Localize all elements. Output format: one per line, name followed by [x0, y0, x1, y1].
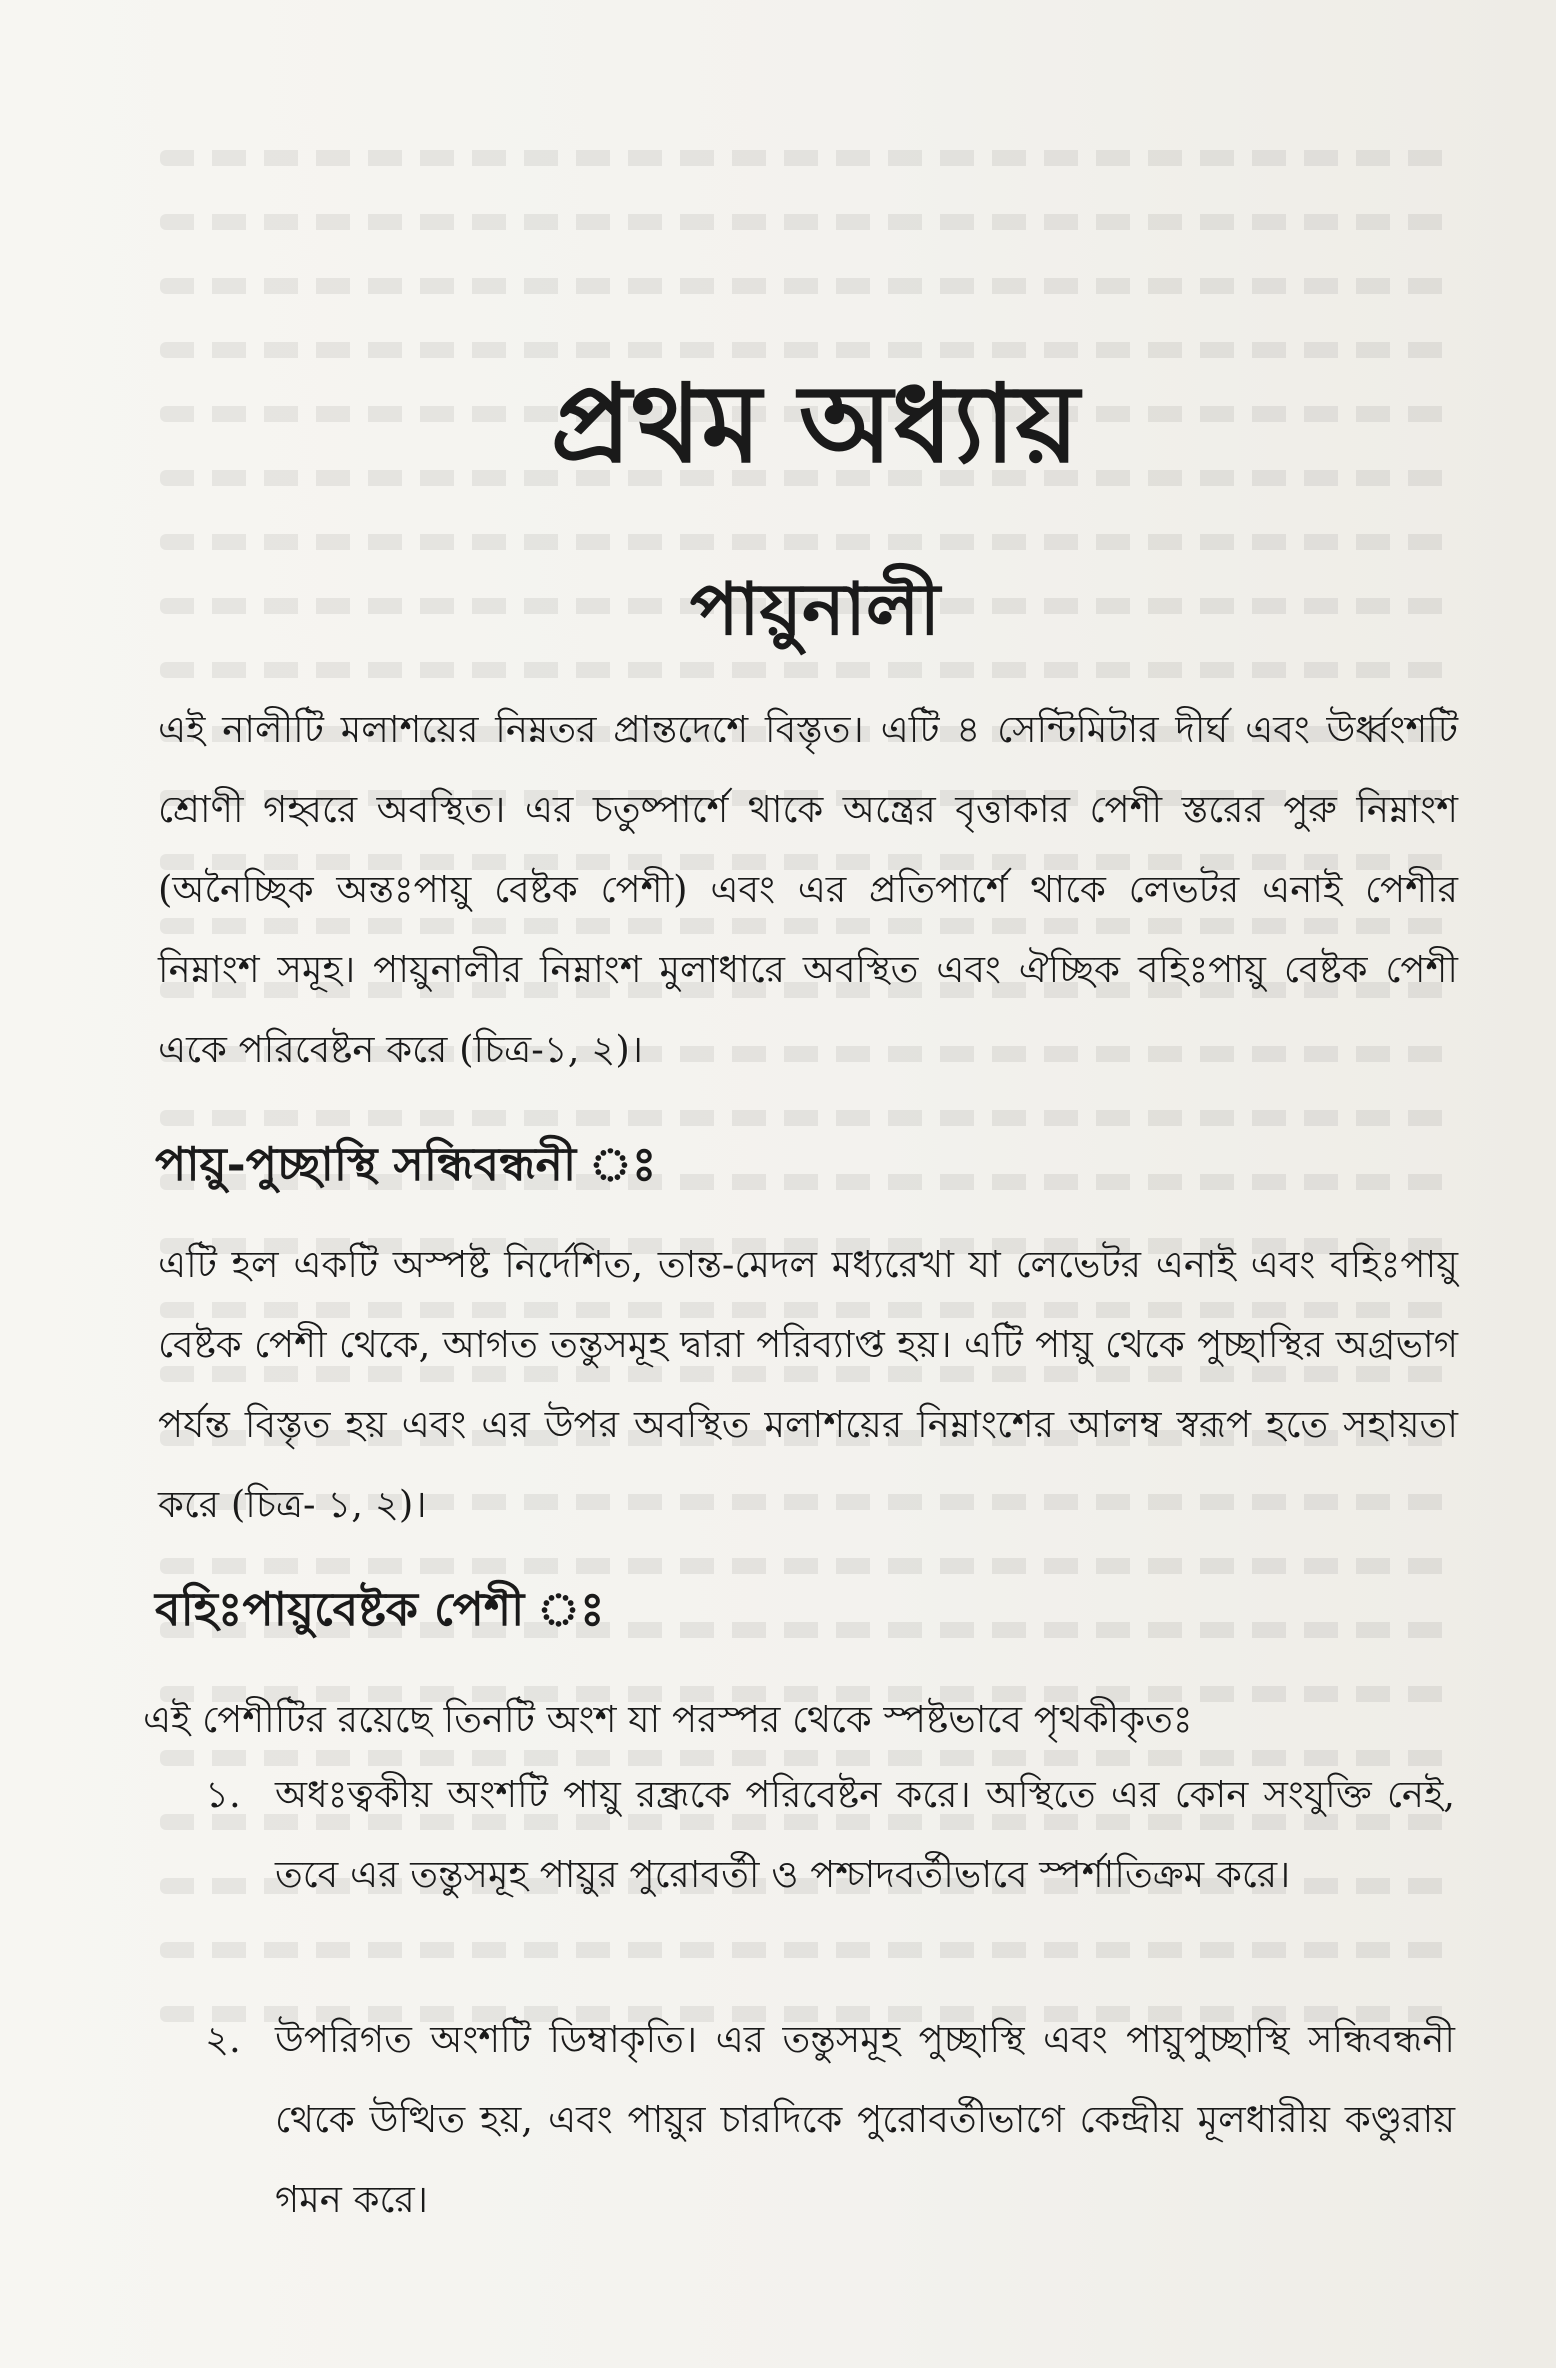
section-intro-external-sphincter: এই পেশীটির রয়েছে তিনটি অংশ যা পরস্পর থেকে স্পষ্টভাবে পৃথকীকৃতঃ	[143, 1698, 1193, 1741]
intro-paragraph: এই নালীটি মলাশয়ের নিম্নতর প্রান্তদেশে বিস্তৃত। এটি ৪ সেন্টিমিটার দীর্ঘ এবং উর্ধ্বংশটি শ্রোণী গহ্বরে অবস্থিত। এর চতুষ্পার্শে থাকে অন্ত্রের বৃত্তাকার পেশী স্তরের পুরু নিম্নাংশ (অনৈচ্ছিক অন্তঃপায়ু বেষ্টক পেশী) এবং এর প্রতিপার্শে থাকে লেভটর এনাই পেশীর নিম্নাংশ সমূহ। পায়ুনালীর নিম্নাংশ মুলাধারে অবস্থিত এবং ঐচ্ছিক বহিঃপায়ু বেষ্টক পেশী একে পরিবেষ্টন করে (চিত্র-১, ২)।	[158, 708, 1458, 1071]
list-item-number: ১.	[205, 1773, 241, 1816]
list-item-text: উপরিগত অংশটি ডিম্বাকৃতি। এর তন্তুসমূহ পুচ্ছাস্থি এবং পায়ুপুচ্ছাস্থি সন্ধিবন্ধনী থেকে উত্থিত হয়, এবং পায়ুর চারদিকে পুরোবর্তীভাগে কেন্দ্রীয় মূলধারীয় কণ্ডুরায় গমন করে।	[275, 2018, 1455, 2221]
list-item-text: অধঃত্বকীয় অংশটি পায়ু রন্ধ্রকে পরিবেষ্টন করে। অস্থিতে এর কোন সংযুক্তি নেই, তবে এর তন্তুসমূহ পায়ুর পুরোবর্তী ও পশ্চাদবর্তীভাবে স্পর্শাতিক্রম করে।	[275, 1773, 1455, 1896]
section-heading-external-sphincter: বহিঃপায়ুবেষ্টক পেশী ঃ	[155, 1582, 605, 1636]
list-item	[205, 1755, 1455, 1915]
list-item	[205, 2000, 1455, 2240]
chapter-title: প্রথম অধ্যায়	[550, 361, 1080, 487]
section-paragraph-anococcygeal-ligament: এটি হল একটি অস্পষ্ট নির্দেশিত, তান্ত-মেদল মধ্যরেখা যা লেভেটর এনাই এবং বহিঃপায়ু বেষ্টক পেশী থেকে, আগত তন্তুসমূহ দ্বারা পরিব্যাপ্ত হয়। এটি পায়ু থেকে পুচ্ছাস্থির অগ্রভাগ পর্যন্ত বিস্তৃত হয় এবং এর উপর অবস্থিত মলাশয়ের নিম্নাংশের আলম্ব স্বরূপ হতে সহায়তা করে (চিত্র- ১, ২)।	[158, 1243, 1458, 1526]
list-item-number: ২.	[205, 2018, 241, 2061]
topic-title: পায়ুনালী	[689, 566, 941, 651]
section-heading-anococcygeal-ligament: পায়ু-পুচ্ছাস্থি সন্ধিবন্ধনী ঃ	[155, 1137, 657, 1191]
